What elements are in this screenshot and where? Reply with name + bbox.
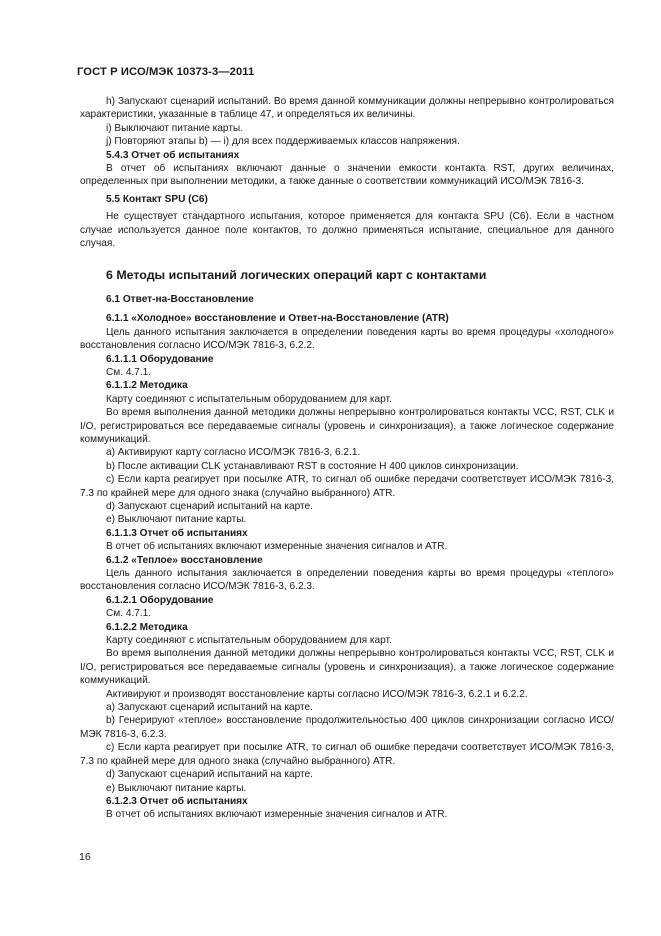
subsection-heading: 6.1.1.2 Методика <box>106 380 188 392</box>
paragraph: j) Повторяют этапы b) — i) для всех поддерживаемых классов напряжения. <box>106 136 460 148</box>
paragraph: В отчет об испытаниях включают данные о значении емкости контакта RST, других величинах, определенных при выполнении методики, а также данные о соответствии коммуникаций ИСО/МЭК 7816-3. <box>80 163 614 188</box>
paragraph: d) Запускают сценарий испытаний на карте. <box>106 769 313 781</box>
subsection-heading: 6.1.1.1 Оборудование <box>106 353 214 365</box>
paragraph: h) Запускают сценарий испытаний. Во время данной коммуникации должны непрерывно контролироваться характеристики, указанные в таблице 47, и определяться их величины. <box>80 96 614 121</box>
subsection-heading: 6.1.2.1 Оборудование <box>106 594 214 606</box>
subsection-heading: 6.1 Ответ-на-Восстановление <box>106 293 254 305</box>
paragraph: Активируют и производят восстановление карты согласно ИСО/МЭК 7816-3, 6.2.1 и 6.2.2. <box>106 688 528 700</box>
paragraph: a) Запускают сценарий испытаний на карте. <box>106 702 313 714</box>
paragraph: В отчет об испытаниях включают измеренные значения сигналов и ATR. <box>106 541 448 553</box>
paragraph: В отчет об испытаниях включают измеренные значения сигналов и ATR. <box>106 809 448 821</box>
subsection-heading: 6.1.2.2 Методика <box>106 621 188 633</box>
paragraph: Во время выполнения данной методики должны непрерывно контролироваться контакты VCC, RST, CLK и I/O, регистрироваться все передаваемые сигналы (уровень и синхронизация), а также логическое содержание коммуникаций. <box>80 407 614 445</box>
paragraph: Карту соединяют с испытательным оборудованием для карт. <box>106 393 392 405</box>
paragraph: См. 4.7.1. <box>106 366 152 378</box>
subsection-heading: 6.1.1 «Холодное» восстановление и Ответ-на-Восстановление (ATR) <box>106 313 449 325</box>
paragraph: e) Выключают питание карты. <box>106 782 247 794</box>
page-number: 16 <box>79 851 91 863</box>
paragraph: Цель данного испытания заключается в определении поведения карты во время процедуры «холодного» восстановления согласно ИСО/МЭК 7816-3, 6.2.2. <box>80 326 614 352</box>
subsection-heading: 6.1.1.3 Отчет об испытаниях <box>106 527 248 539</box>
paragraph: d) Запускают сценарий испытаний на карте. <box>106 500 313 512</box>
paragraph: c) Если карта реагирует при посылке ATR, то сигнал об ошибке передачи соответствует ИСО/МЭК 7816-3, 7.3 по крайней мере для одного знака (случайно выбранного) ATR. <box>80 474 614 499</box>
section-heading: 6 Методы испытаний логических операций карт с контактами <box>106 268 487 283</box>
paragraph: Не существует стандартного испытания, которое применяется для контакта SPU (C6). Если в частном случае используется данное поле контактов, то должно применяться испытание, специальное для данного случая. <box>80 211 614 250</box>
paragraph: e) Выключают питание карты. <box>106 514 247 526</box>
paragraph: b) Генерируют «теплое» восстановление продолжительностью 400 циклов синхронизации согласно ИСО/МЭК 7816-3, 6.2.3. <box>80 715 614 740</box>
paragraph: c) Если карта реагирует при посылке ATR, то сигнал об ошибке передачи соответствует ИСО/МЭК 7816-3, 7.3 по крайней мере для одного знака (случайно выбранного) ATR. <box>80 742 614 767</box>
document-header: ГОСТ Р ИСО/МЭК 10373-3—2011 <box>77 66 255 78</box>
subsection-heading: 6.1.2.3 Отчет об испытаниях <box>106 795 248 807</box>
paragraph: Карту соединяют с испытательным оборудованием для карт. <box>106 635 392 647</box>
subsection-heading: 6.1.2 «Теплое» восстановление <box>106 554 263 566</box>
document-body <box>80 95 614 822</box>
subsection-heading: 5.5 Контакт SPU (C6) <box>106 193 208 205</box>
paragraph: i) Выключают питание карты. <box>106 122 243 134</box>
paragraph: b) После активации CLK устанавливают RST в состояние H 400 циклов синхронизации. <box>106 460 519 472</box>
paragraph: a) Активируют карту согласно ИСО/МЭК 7816-3, 6.2.1. <box>106 447 361 459</box>
paragraph: См. 4.7.1. <box>106 608 152 620</box>
paragraph: Во время выполнения данной методики должны непрерывно контролироваться контакты VCC, RST, CLK и I/O, регистрироваться все передаваемые сигналы (уровень и синхронизация), а также логическое содержание коммуникаций. <box>80 648 614 687</box>
subsection-heading: 5.4.3 Отчет об испытаниях <box>106 149 240 161</box>
paragraph: Цель данного испытания заключается в определении поведения карты во время процедуры «теплого» восстановления согласно ИСО/МЭК 7816-3, 6.2.3. <box>80 568 614 593</box>
